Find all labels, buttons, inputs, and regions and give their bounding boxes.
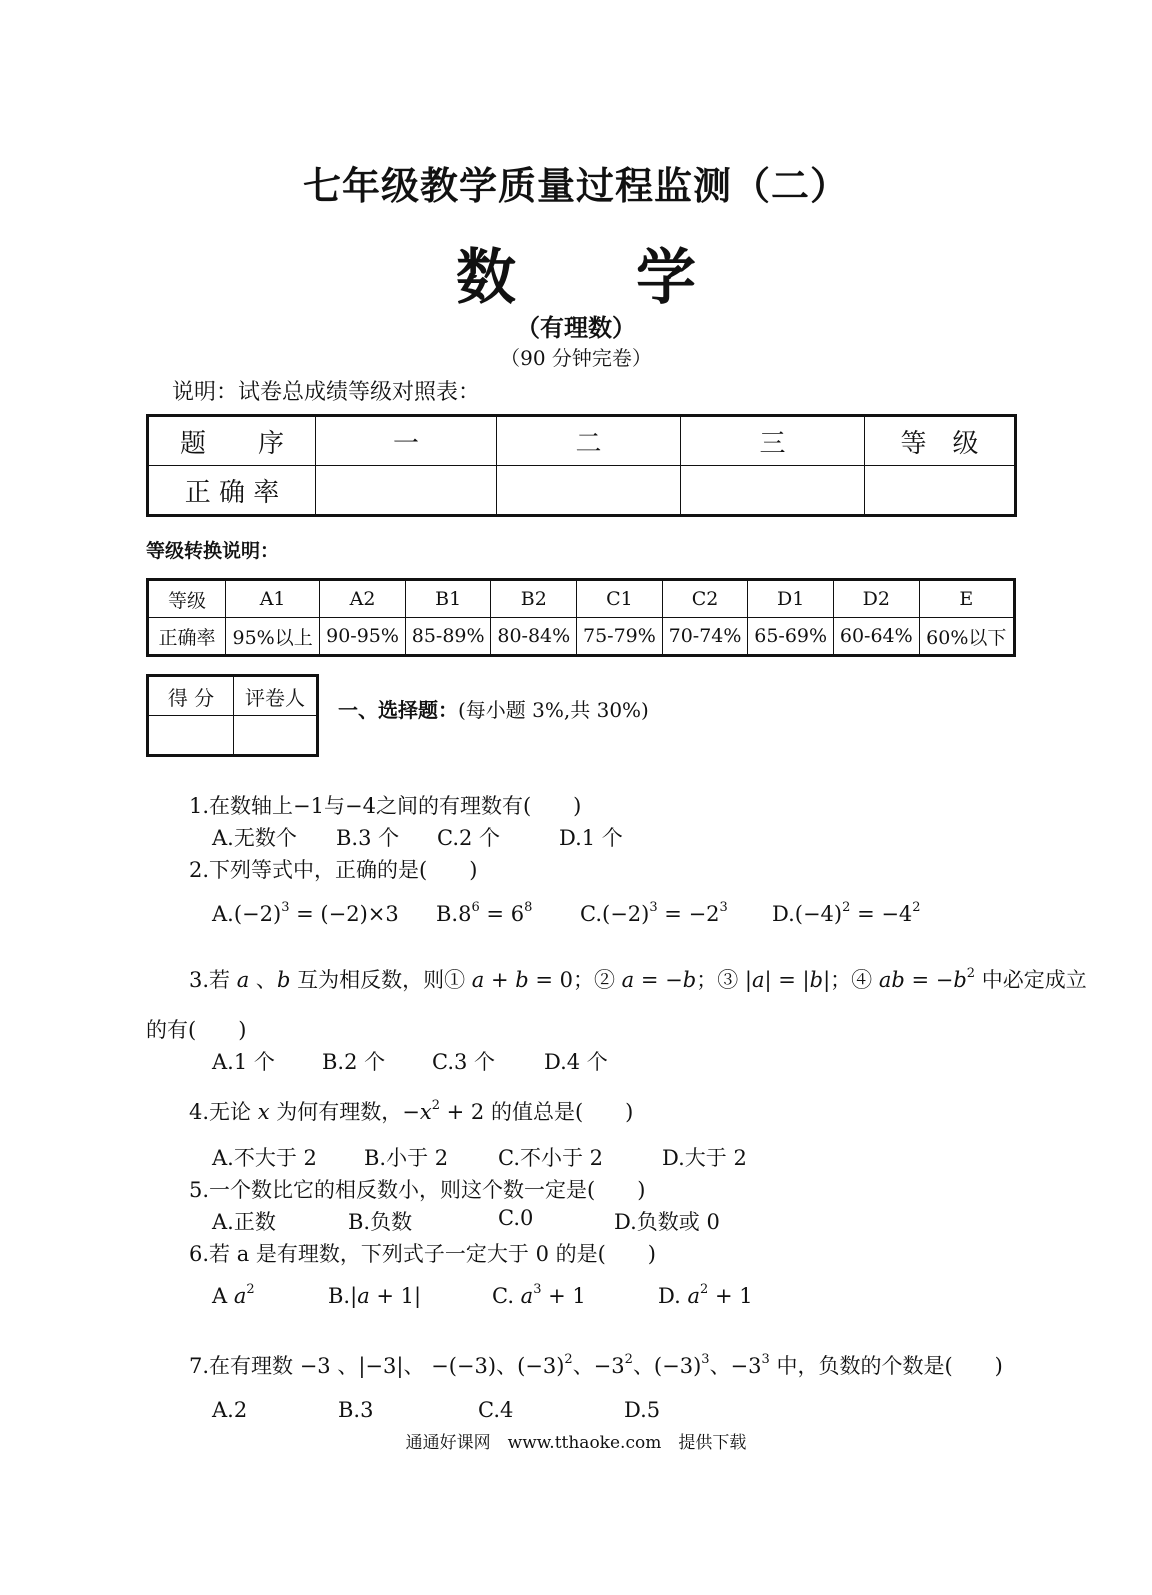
table-cell: 评卷人 — [234, 676, 318, 716]
table-cell: 65-69% — [748, 618, 834, 656]
question-3-stem-cont: 的有( ) — [146, 1018, 247, 1042]
question-1-option-c[interactable]: C.2 个 — [437, 826, 501, 850]
table-note: 说明：试卷总成绩等级对照表： — [172, 380, 481, 405]
question-2-option-a[interactable]: $A.(-2)^3 = (-2)\times 3$ — [212, 900, 399, 926]
question-4-option-c[interactable]: C.不小于 2 — [498, 1146, 604, 1170]
page-title: 七年级教学质量过程监测（二） — [302, 164, 849, 208]
question-4-option-a[interactable]: A.不大于 2 — [212, 1146, 317, 1170]
table-cell: 70-74% — [662, 618, 748, 656]
question-1-stem: 1.在数轴上−1与−4之间的有理数有( ) — [189, 794, 582, 818]
question-3-option-c[interactable]: C.3 个 — [432, 1050, 496, 1074]
question-5-option-d[interactable]: D.负数或 0 — [614, 1210, 720, 1234]
question-6-option-a[interactable]: A $a^2$ — [212, 1282, 255, 1308]
question-7-option-b[interactable]: B.3 — [338, 1398, 374, 1422]
question-1-option-d[interactable]: D.1 个 — [559, 826, 623, 850]
question-1-option-a[interactable]: A.无数个 — [212, 826, 297, 850]
question-5-option-b[interactable]: B.负数 — [348, 1210, 413, 1234]
question-7-stem: 7.在有理数 −3 、|−3|、 −(−3)、$(-3)^2$、$-3^2$、$(-3)^3$、$-3^3$ 中，负数的个数是( ) — [189, 1352, 1003, 1378]
question-3-option-b[interactable]: B.2 个 — [322, 1050, 386, 1074]
question-3-option-d[interactable]: D.4 个 — [544, 1050, 608, 1074]
table-cell: 正确率 — [148, 618, 226, 656]
question-2-option-c[interactable]: $C.(-2)^3 = -2^3$ — [580, 900, 728, 926]
table-cell: B1 — [405, 580, 491, 618]
table-cell: 一 — [316, 416, 497, 466]
table-cell: 75-79% — [577, 618, 663, 656]
table-row — [148, 466, 1016, 516]
section-title: 一、选择题： — [338, 698, 458, 722]
table-row — [148, 716, 318, 756]
table-cell: 正 确 率 — [148, 466, 316, 516]
duration: （90 分钟完卷） — [500, 346, 652, 370]
question-5-option-c[interactable]: C.0 — [498, 1206, 534, 1230]
table-cell: 得 分 — [148, 676, 234, 716]
table-cell: 题 序 — [148, 416, 316, 466]
section-note: (每小题 3%,共 30%) — [458, 698, 649, 722]
table-cell: C2 — [662, 580, 748, 618]
table-cell: 等级 — [148, 580, 226, 618]
table-row — [148, 618, 1015, 656]
grade-note: 等级转换说明： — [146, 540, 280, 562]
score-grade-table — [146, 414, 1017, 517]
question-6-option-d[interactable]: D. $a^2 + 1$ — [658, 1282, 753, 1308]
grade-conversion-table — [146, 578, 1016, 657]
question-5-option-a[interactable]: A.正数 — [212, 1210, 276, 1234]
question-3-stem: 3.若 a 、b 互为相反数，则① a + b = 0；② a = −b；③ |a| = |b|；④ ab = $-b^2$ 中必定成立 — [189, 966, 1087, 992]
table-cell: D1 — [748, 580, 834, 618]
footer-source: 通通好课网 www.tthaoke.com 提供下载 — [405, 1433, 747, 1453]
table-row — [148, 676, 318, 716]
subtitle: （有理数） — [516, 313, 636, 342]
question-4-option-b[interactable]: B.小于 2 — [364, 1146, 449, 1170]
question-3-option-a[interactable]: A.1 个 — [212, 1050, 275, 1074]
table-cell: A2 — [320, 580, 406, 618]
table-cell: 三 — [681, 416, 865, 466]
table-cell: B2 — [491, 580, 577, 618]
table-cell: 等 级 — [865, 416, 1016, 466]
section-heading — [338, 694, 649, 723]
table-cell: 95%以上 — [226, 618, 320, 656]
table-row — [148, 416, 1016, 466]
question-1-option-b[interactable]: B.3 个 — [336, 826, 400, 850]
question-6-stem: 6.若 a 是有理数，下列式子一定大于 0 的是( ) — [189, 1242, 657, 1266]
table-cell: D2 — [833, 580, 919, 618]
table-cell[interactable] — [148, 716, 234, 756]
table-cell: 60%以下 — [919, 618, 1014, 656]
question-7-option-c[interactable]: C.4 — [478, 1398, 514, 1422]
question-4-option-d[interactable]: D.大于 2 — [662, 1146, 747, 1170]
question-2-stem: 2.下列等式中，正确的是( ) — [189, 858, 478, 882]
table-cell: 85-89% — [405, 618, 491, 656]
table-cell: 60-64% — [833, 618, 919, 656]
table-cell[interactable] — [316, 466, 497, 516]
scorer-table — [146, 674, 319, 757]
table-cell: E — [919, 580, 1014, 618]
subject-title: 数 学 — [456, 243, 696, 313]
question-6-option-b[interactable]: B.|a + 1| — [328, 1284, 422, 1308]
table-cell: 80-84% — [491, 618, 577, 656]
question-6-option-c[interactable]: C. $a^3 + 1$ — [492, 1282, 586, 1308]
table-cell[interactable] — [865, 466, 1016, 516]
question-2-option-b[interactable]: $B.8^6 = 6^8$ — [436, 900, 533, 926]
question-7-option-d[interactable]: D.5 — [624, 1398, 661, 1422]
table-cell: A1 — [226, 580, 320, 618]
table-cell: C1 — [577, 580, 663, 618]
question-2-option-d[interactable]: $D.(-4)^2 = -4^2$ — [772, 900, 921, 926]
table-row — [148, 580, 1015, 618]
table-cell[interactable] — [681, 466, 865, 516]
table-cell: 二 — [497, 416, 681, 466]
question-4-stem: 4.无论 x 为何有理数，$-x^2 + 2$ 的值总是( ) — [189, 1098, 634, 1124]
table-cell[interactable] — [234, 716, 318, 756]
table-cell[interactable] — [497, 466, 681, 516]
question-5-stem: 5.一个数比它的相反数小，则这个数一定是( ) — [189, 1178, 646, 1202]
question-7-option-a[interactable]: A.2 — [212, 1398, 248, 1422]
table-cell: 90-95% — [320, 618, 406, 656]
